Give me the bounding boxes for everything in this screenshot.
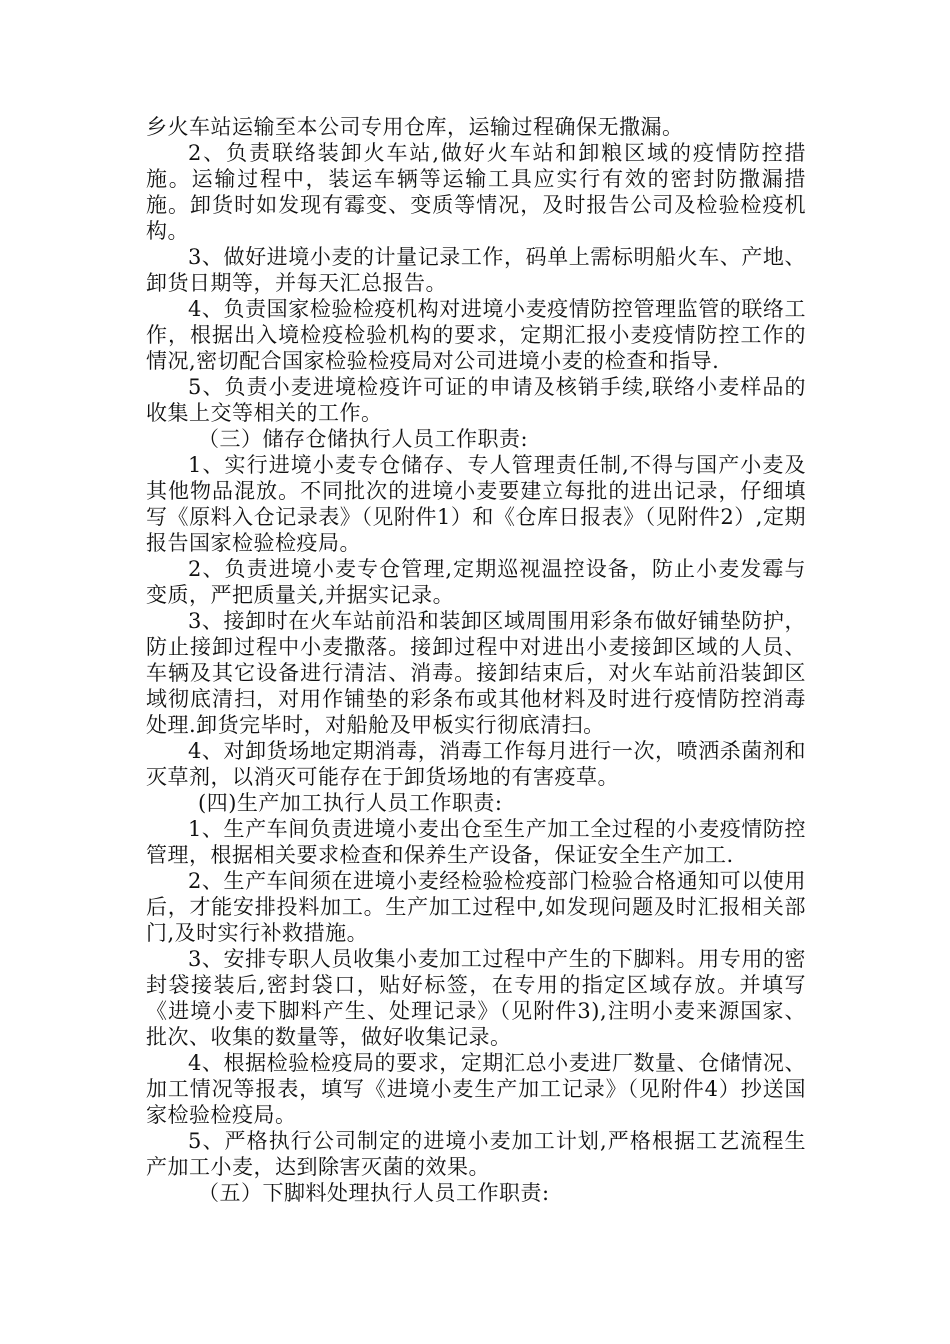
paragraph-production-5: 5、严格执行公司制定的进境小麦加工计划,严格根据工艺流程生产加工小麦，达到除害灭菌的效果。 [146, 1129, 806, 1179]
section-heading-storage: （三）储存仓储执行人员工作职责: [198, 427, 529, 451]
paragraph-item-2: 2、负责联络装卸火车站,做好火车站和卸粮区域的疫情防控措施。运输过程中，装运车辆等运输工具应实行有效的密封防撒漏措施。卸货时如发现有霉变、变质等情况，及时报告公司及检验检疫机构。 [146, 141, 806, 243]
paragraph-storage-3: 3、接卸时在火车站前沿和装卸区域周围用彩条布做好铺垫防护，防止接卸过程中小麦撒落。接卸过程中对进出小麦接卸区域的人员、车辆及其它设备进行清洁、消毒。接卸结束后，对火车站前沿装卸区域彻底清扫，对用作铺垫的彩条布或其他材料及时进行疫情防控消毒处理.卸货完毕时，对船舱及甲板实行彻底清扫。 [146, 609, 806, 737]
paragraph-storage-2: 2、负责进境小麦专仓管理,定期巡视温控设备，防止小麦发霉与变质，严把质量关,并据实记录。 [146, 557, 806, 607]
paragraph-production-1: 1、生产车间负责进境小麦出仓至生产加工全过程的小麦疫情防控管理，根据相关要求检查和保养生产设备，保证安全生产加工. [146, 817, 806, 867]
paragraph-storage-4: 4、对卸货场地定期消毒，消毒工作每月进行一次，喷洒杀菌剂和灭草剂，以消灭可能存在于卸货场地的有害疫草。 [146, 739, 806, 789]
section-heading-production: (四)生产加工执行人员工作职责: [198, 791, 503, 815]
paragraph-item-3: 3、做好进境小麦的计量记录工作，码单上需标明船火车、产地、卸货日期等，并每天汇总报告。 [146, 245, 806, 295]
paragraph-transport-continued: 乡火车站运输至本公司专用仓库，运输过程确保无撒漏。 [146, 115, 684, 139]
paragraph-production-4: 4、根据检验检疫局的要求，定期汇总小麦进厂数量、仓储情况、加工情况等报表，填写《进境小麦生产加工记录》（见附件4）抄送国家检验检疫局。 [146, 1051, 806, 1127]
paragraph-production-2: 2、生产车间须在进境小麦经检验检疫部门检验合格通知可以使用后，才能安排投料加工。生产加工过程中,如发现问题及时汇报相关部门,及时实行补救措施。 [146, 869, 806, 945]
paragraph-storage-1: 1、实行进境小麦专仓储存、专人管理责任制,不得与国产小麦及其他物品混放。不同批次的进境小麦要建立每批的进出记录，仔细填写《原料入仓记录表》（见附件1）和《仓库日报表》（见附件2）,定期报告国家检验检疫局。 [146, 453, 806, 555]
paragraph-production-3: 3、安排专职人员收集小麦加工过程中产生的下脚料。用专用的密封袋接装后,密封袋口，贴好标签，在专用的指定区域存放。并填写《进境小麦下脚料产生、处理记录》（见附件3),注明小麦来源国家、批次、收集的数量等，做好收集记录。 [146, 947, 806, 1049]
paragraph-item-4: 4、负责国家检验检疫机构对进境小麦疫情防控管理监管的联络工作，根据出入境检疫检验机构的要求，定期汇报小麦疫情防控工作的情况,密切配合国家检验检疫局对公司进境小麦的检查和指导. [146, 297, 806, 373]
paragraph-item-5: 5、负责小麦进境检疫许可证的申请及核销手续,联络小麦样品的收集上交等相关的工作。 [146, 375, 806, 425]
section-heading-byproduct: （五）下脚料处理执行人员工作职责: [198, 1181, 550, 1205]
document-body [146, 114, 806, 1206]
